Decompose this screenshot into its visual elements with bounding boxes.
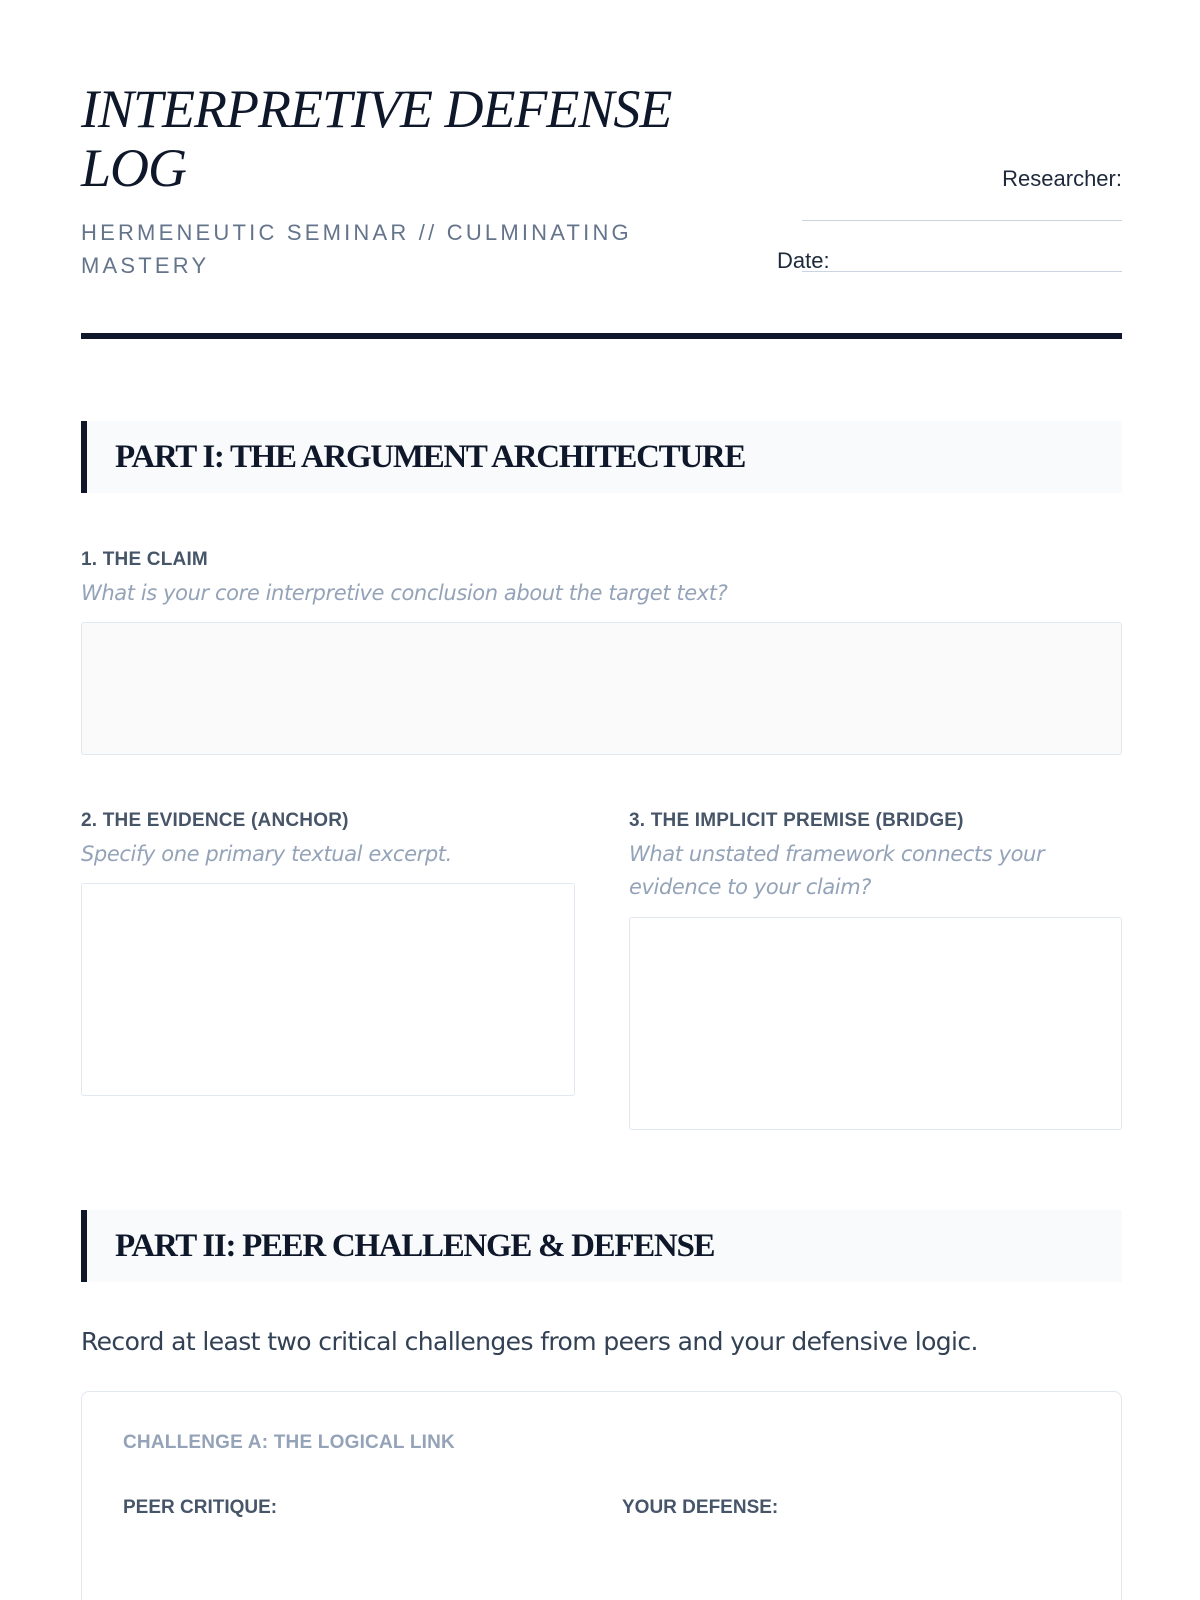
date-label: Date: <box>777 248 830 273</box>
premise-label: 3. THE IMPLICIT PREMISE (BRIDGE) <box>629 810 964 831</box>
challenge-a-title: CHALLENGE A: THE LOGICAL LINK <box>123 1432 455 1453</box>
part2-heading-bar <box>81 1210 1122 1282</box>
peer-critique-label: PEER CRITIQUE: <box>123 1497 278 1518</box>
premise-input[interactable] <box>629 917 1122 1130</box>
researcher-label: Researcher: <box>1002 166 1122 191</box>
header-divider <box>81 333 1122 339</box>
part1-heading-bar <box>81 421 1122 493</box>
document-subtitle: HERMENEUTIC SEMINAR // CULMINATING MASTERY <box>81 220 632 278</box>
part2-heading: PART II: PEER CHALLENGE & DEFENSE <box>115 1228 715 1264</box>
your-defense-label: YOUR DEFENSE: <box>622 1497 779 1518</box>
title-block <box>81 80 681 282</box>
part2-intro: Record at least two critical challenges from peers and your defensive logic. <box>81 1327 978 1356</box>
document-title: INTERPRETIVE DEFENSE LOG <box>81 79 672 198</box>
researcher-field[interactable] <box>802 220 1122 221</box>
evidence-input[interactable] <box>81 883 575 1096</box>
claim-label: 1. THE CLAIM <box>81 549 208 570</box>
claim-hint: What is your core interpretive conclusion about the target text? <box>81 581 728 605</box>
date-field[interactable] <box>802 271 1122 272</box>
document-header <box>81 80 1122 340</box>
claim-input[interactable] <box>81 622 1122 755</box>
challenge-a-card <box>81 1391 1122 1600</box>
evidence-hint: Specify one primary textual excerpt. <box>81 842 452 866</box>
premise-hint: What unstated framework connects your evidence to your claim? <box>629 842 1045 899</box>
part1-heading: PART I: THE ARGUMENT ARCHITECTURE <box>115 439 746 475</box>
evidence-label: 2. THE EVIDENCE (ANCHOR) <box>81 810 349 831</box>
